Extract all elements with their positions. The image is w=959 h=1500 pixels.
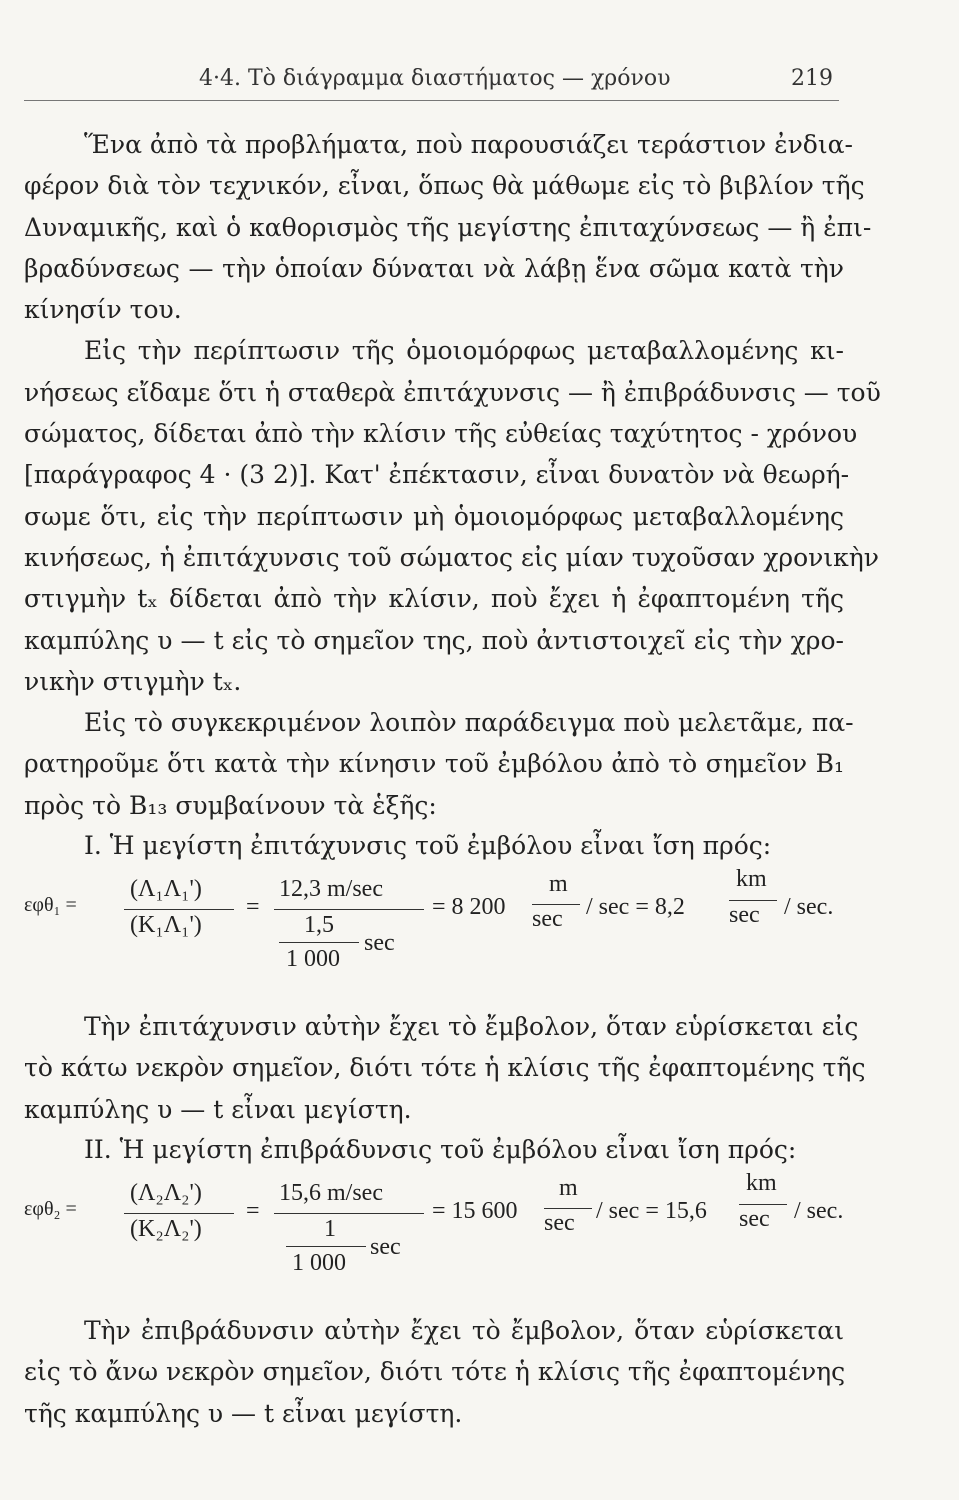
text-line: Τὴν ἐπιβράδυνσιν αὐτὴν ἔχει τὸ ἔμβολον, ὅταν εὑρίσκεται [84, 1315, 844, 1345]
time-numerator: 1 [324, 1215, 336, 1242]
paragraph-4 [24, 1006, 866, 1130]
page-body [24, 124, 881, 1434]
text-line: ρατηροῦμε ὅτι κατὰ τὴν κίνησιν τοῦ ἐμβόλου ἀπὸ τὸ σημεῖον B₁ [24, 749, 844, 779]
fraction-bar [739, 1204, 787, 1205]
heading-max-acceleration: I. Ἡ μεγίστη ἐπιτάχυνσις τοῦ ἐμβόλου εἶναι ἴση πρός: [84, 831, 772, 861]
text-line: τῆς καμπύλης υ — t εἶναι μεγίστη. [24, 1398, 463, 1428]
formula-denominator: (Κ₂Λ₂') [130, 1215, 202, 1242]
equals-sign: = [246, 894, 260, 921]
equals-sign: = [246, 1197, 260, 1224]
fraction-bar [532, 904, 580, 905]
text-line: εἰς τὸ ἄνω νεκρὸν σημεῖον, διότι τότε ἡ κλίσις τῆς ἐφαπτομένης [24, 1357, 846, 1387]
fraction-bar [124, 1213, 234, 1214]
text-line: Δυναμικῆς, καὶ ὁ καθορισμὸς τῆς μεγίστης ἐπιταχύνσεως — ἢ ἐπι- [24, 212, 872, 242]
text-line: νήσεως εἴδαμε ὅτι ἡ σταθερὰ ἐπιτάχυνσις — ἢ ἐπιβράδυνσις — τοῦ [24, 377, 881, 407]
formula-numerator: (Λ₁Λ₁') [130, 876, 202, 903]
fraction-bar [729, 900, 777, 901]
result-converted: / sec = 8,2 [586, 894, 685, 921]
time-denominator: 1 000 [286, 946, 340, 973]
text-line: σώματος, δίδεται ἀπὸ τὴν κλίσιν τῆς εὐθείας ταχύτητος - χρόνου [24, 419, 858, 449]
text-line: στιγμὴν tₓ δίδεται ἀπὸ τὴν κλίσιν, ποὺ ἔχει ἡ ἐφαπτομένη τῆς [24, 584, 844, 614]
time-unit: sec [370, 1233, 401, 1260]
formula-numerator: (Λ₂Λ₂') [130, 1179, 202, 1206]
formula-acceleration [24, 866, 844, 1006]
heading-max-deceleration: II. Ἡ μεγίστη ἐπιβράδυνσις τοῦ ἐμβόλου εἶναι ἴση πρός: [84, 1134, 797, 1164]
text-line: καμπύλης υ — t εἰς τὸ σημεῖον της, ποὺ ἀντιστοιχεῖ εἰς τὴν χρο- [24, 625, 844, 655]
unit-denominator: sec [729, 902, 760, 929]
paragraph-1 [24, 124, 872, 330]
chapter-title: 4·4. Τὸ διάγραμμα διαστήματος — χρόνου [199, 66, 671, 91]
text-line: Τὴν ἐπιτάχυνσιν αὐτὴν ἔχει τὸ ἔμβολον, ὅταν εὑρίσκεται εἰς [84, 1012, 859, 1042]
unit-denominator: sec [544, 1209, 575, 1236]
text-line: Εἰς τὴν περίπτωσιν τῆς ὁμοιομόρφως μεταβαλλομένης κι- [84, 336, 844, 366]
text-line: καμπύλης υ — t εἶναι μεγίστη. [24, 1094, 412, 1124]
text-line: [παράγραφος 4 · (3 2)]. Κατ' ἐπέκτασιν, εἶναι δυνατὸν νὰ θεωρή- [24, 460, 850, 490]
result-converted: / sec = 15,6 [596, 1197, 707, 1224]
text-line: Ἕνα ἀπὸ τὰ προβλήματα, ποὺ παρουσιάζει τεράστιον ἐνδια- [84, 130, 853, 159]
fraction-bar [274, 1213, 424, 1214]
text-line: κινήσεως, ἡ ἐπιτάχυνσις τοῦ σώματος εἰς μίαν τυχοῦσαν χρονικὴν [24, 542, 879, 572]
paragraph-2 [24, 330, 881, 702]
velocity-numerator: 12,3 m/sec [279, 876, 383, 903]
paragraph-5 [24, 1310, 844, 1434]
text-line: πρὸς τὸ B₁₃ συμβαίνουν τὰ ἑξῆς: [24, 790, 437, 820]
running-header [24, 60, 839, 101]
formula-lhs: εφθ₁ = [24, 894, 77, 917]
paragraph-3 [24, 702, 854, 826]
page-number: 219 [791, 66, 833, 91]
text-line: σωμε ὅτι, εἰς τὴν περίπτωσιν μὴ ὁμοιομόρφως μεταβαλλομένης [24, 501, 844, 531]
per-sec: / sec. [794, 1197, 844, 1224]
per-sec: / sec. [784, 894, 834, 921]
text-line: τὸ κάτω νεκρὸν σημεῖον, διότι τότε ἡ κλίσις τῆς ἐφαπτομένης τῆς [24, 1053, 866, 1083]
fraction-bar [286, 1246, 366, 1247]
formula-lhs: εφθ₂ = [24, 1197, 77, 1220]
time-unit: sec [364, 930, 395, 957]
velocity-numerator: 15,6 m/sec [279, 1179, 383, 1206]
result-value: = 15 600 [432, 1197, 518, 1224]
result-value: = 8 200 [432, 894, 506, 921]
time-denominator: 1 000 [292, 1249, 346, 1276]
fraction-bar [274, 909, 424, 910]
unit-denominator: sec [739, 1205, 770, 1232]
text-line: φέρον διὰ τὸν τεχνικόν, εἶναι, ὅπως θὰ μάθωμε εἰς τὸ βιβλίον τῆς [24, 171, 865, 201]
fraction-bar [544, 1208, 592, 1209]
text-line: νικὴν στιγμὴν tₓ. [24, 666, 242, 696]
unit-numerator: m [549, 871, 568, 898]
time-numerator: 1,5 [304, 912, 334, 939]
unit-denominator: sec [532, 906, 563, 933]
unit-numerator: km [736, 866, 767, 893]
text-line: Εἰς τὸ συγκεκριμένον λοιπὸν παράδειγμα ποὺ μελετᾶμε, πα- [84, 708, 854, 738]
text-line: κίνησίν του. [24, 295, 182, 325]
unit-numerator: m [559, 1174, 578, 1201]
fraction-bar [124, 909, 234, 910]
unit-numerator: km [746, 1169, 777, 1196]
fraction-bar [279, 942, 359, 943]
text-line: βραδύνσεως — τὴν ὁποίαν δύναται νὰ λάβῃ ἕνα σῶμα κατὰ τὴν [24, 253, 844, 283]
formula-denominator: (Κ₁Λ₁') [130, 912, 202, 939]
formula-deceleration [24, 1170, 844, 1310]
